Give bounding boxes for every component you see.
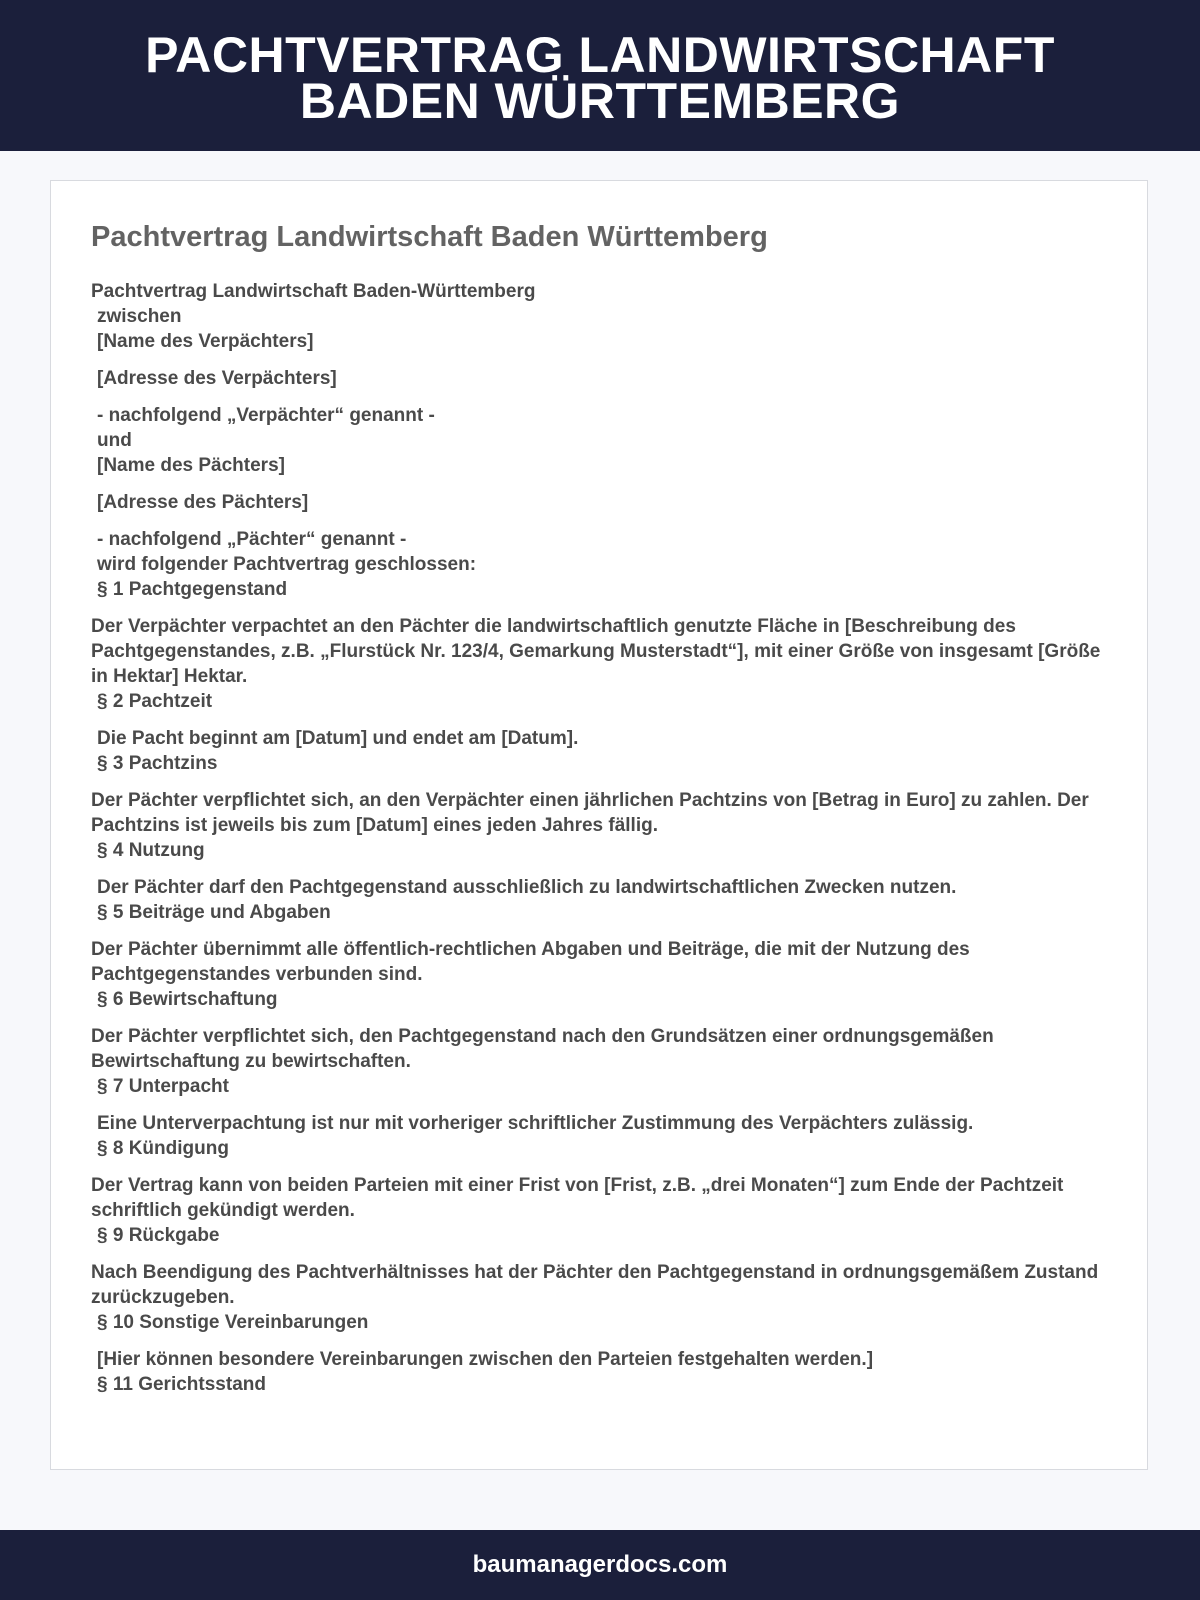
- section-text-1: Der Verpächter verpachtet an den Pächter die landwirtschaftlich genutzte Fläche in [Beschreibung des Pachtgegenstandes, z.B. „Flurstück Nr. 123/4, Gemarkung Musterstadt“], mit einer Größe von insgesamt [Größe in Hektar] Hektar.: [91, 616, 1101, 687]
- lessee-address-placeholder: [Adresse des Pächters]: [97, 492, 309, 513]
- contract-intro: Pachtvertrag Landwirtschaft Baden-Württemberg: [91, 281, 536, 302]
- section-heading-3: § 3 Pachtzins: [97, 753, 218, 774]
- page-header: [0, 0, 1200, 151]
- section-heading-11: § 11 Gerichtsstand: [97, 1374, 266, 1395]
- section-heading-10: § 10 Sonstige Vereinbarungen: [97, 1312, 369, 1333]
- section-text-3: Der Pächter verpflichtet sich, an den Verpächter einen jährlichen Pachtzins von [Betrag in Euro] zu zahlen. Der Pachtzins ist jeweils bis zum [Datum] eines jeden Jahres fällig.: [91, 790, 1089, 836]
- section-heading-8: § 8 Kündigung: [97, 1138, 229, 1159]
- contract-concluded-text: wird folgender Pachtvertrag geschlossen:: [97, 554, 477, 575]
- section-heading-5: § 5 Beiträge und Abgaben: [97, 902, 331, 923]
- lessor-designation: - nachfolgend „Verpächter“ genannt -: [97, 405, 435, 426]
- page-title-line-1: PACHTVERTRAG LANDWIRTSCHAFT: [145, 26, 1055, 83]
- document-title: Pachtvertrag Landwirtschaft Baden Württemberg: [91, 221, 768, 253]
- section-heading-1: § 1 Pachtgegenstand: [97, 579, 288, 600]
- document-card: [50, 180, 1148, 1470]
- section-heading-7: § 7 Unterpacht: [97, 1076, 229, 1097]
- section-text-9: Nach Beendigung des Pachtverhältnisses hat der Pächter den Pachtgegenstand in ordnungsgemäßem Zustand zurückzugeben.: [91, 1262, 1099, 1308]
- lessor-address-placeholder: [Adresse des Verpächters]: [97, 368, 337, 389]
- section-text-6: Der Pächter verpflichtet sich, den Pachtgegenstand nach den Grundsätzen einer ordnungsgemäßen Bewirtschaftung zu bewirtschaften.: [91, 1026, 994, 1072]
- lessee-name-placeholder: [Name des Pächters]: [97, 455, 285, 476]
- page-title-line-2: BADEN WÜRTTEMBERG: [299, 72, 901, 129]
- footer-site-name: baumanagerdocs.com: [472, 1551, 728, 1578]
- and-text: und: [97, 430, 132, 451]
- between-text: zwischen: [97, 306, 182, 327]
- page-footer: [0, 1530, 1200, 1600]
- page-title: [145, 26, 1055, 129]
- section-heading-9: § 9 Rückgabe: [97, 1225, 220, 1246]
- document-body: [91, 279, 1101, 1397]
- section-heading-2: § 2 Pachtzeit: [97, 691, 213, 712]
- lessor-name-placeholder: [Name des Verpächters]: [97, 331, 314, 352]
- section-text-8: Der Vertrag kann von beiden Parteien mit einer Frist von [Frist, z.B. „drei Monaten“] zum Ende der Pachtzeit schriftlich gekündigt werden.: [91, 1175, 1064, 1221]
- section-text-7: Eine Unterverpachtung ist nur mit vorheriger schriftlicher Zustimmung des Verpächters zulässig.: [97, 1113, 974, 1134]
- section-text-2: Die Pacht beginnt am [Datum] und endet am [Datum].: [97, 728, 579, 749]
- section-text-4: Der Pächter darf den Pachtgegenstand ausschließlich zu landwirtschaftlichen Zwecken nutzen.: [97, 877, 957, 898]
- section-text-5: Der Pächter übernimmt alle öffentlich-rechtlichen Abgaben und Beiträge, die mit der Nutzung des Pachtgegenstandes verbunden sind.: [91, 939, 970, 985]
- lessee-designation: - nachfolgend „Pächter“ genannt -: [97, 529, 407, 550]
- section-heading-4: § 4 Nutzung: [97, 840, 205, 861]
- section-heading-6: § 6 Bewirtschaftung: [97, 989, 278, 1010]
- section-text-10: [Hier können besondere Vereinbarungen zwischen den Parteien festgehalten werden.]: [97, 1349, 874, 1370]
